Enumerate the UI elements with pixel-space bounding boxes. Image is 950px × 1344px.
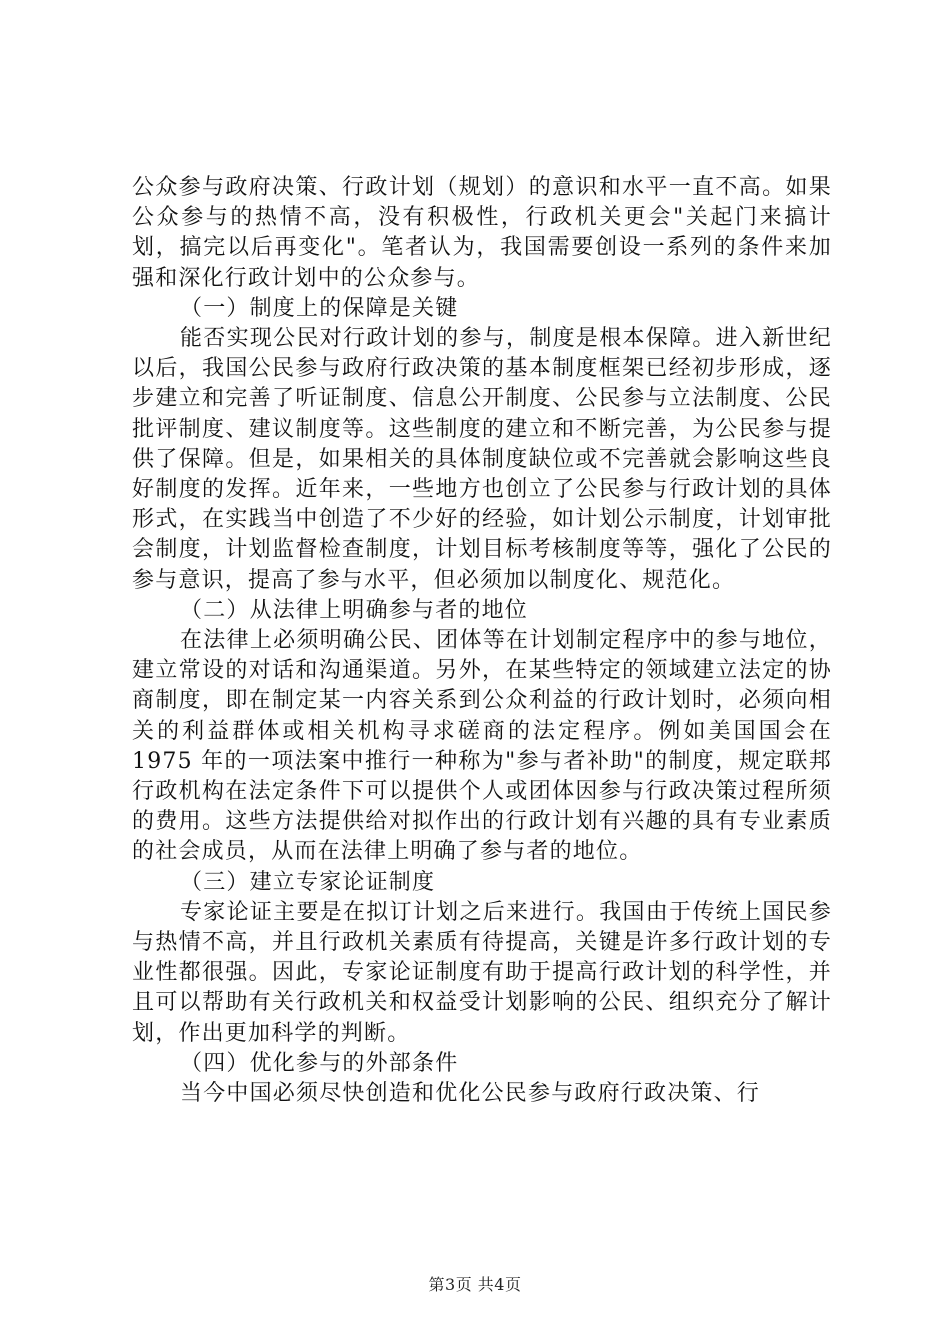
page-footer: 第3页 共4页 bbox=[428, 1275, 522, 1294]
document-body bbox=[132, 173, 832, 1109]
paragraph-legal-status: 在法律上必须明确公民、团体等在计划制定程序中的参与地位，建立常设的对话和沟通渠道。另外，在某些特定的领域建立法定的协商制度，即在制定某一内容关系到公众利益的行政计划时，必须向相关的利益群体或相关机构寻求磋商的法定程序。例如美国国会在 1975 年的一项法案中推行一种称为"参与者补助"的制度，规定联邦行政机构在法定条件下可以提供个人或团体因参与行政决策过程所须的费用。这些方法提供给对拟作出的行政计划有兴趣的具有专业素质的社会成员，从而在法律上明确了参与者的地位。 bbox=[132, 628, 832, 865]
section-heading-4: （四）优化参与的外部条件 bbox=[180, 1050, 459, 1076]
paragraph-continued: 公众参与政府决策、行政计划（规划）的意识和水平一直不高。如果公众参与的热情不高，没有积极性，行政机关更会"关起门来搞计划，搞完以后再变化"。笔者认为，我国需要创设一系列的条件来加强和深化行政计划中的公众参与。 bbox=[132, 175, 832, 291]
paragraph-expert-review: 专家论证主要是在拟订计划之后来进行。我国由于传统上国民参与热情不高，并且行政机关素质有待提高，关键是许多行政计划的专业性都很强。因此，专家论证制度有助于提高行政计划的科学性，并且可以帮助有关行政机关和权益受计划影响的公民、组织充分了解计划，作出更加科学的判断。 bbox=[132, 899, 832, 1046]
section-heading-3: （三）建立专家论证制度 bbox=[180, 869, 436, 895]
paragraph-external-conditions: 当今中国必须尽快创造和优化公民参与政府行政决策、行 bbox=[180, 1081, 761, 1107]
section-heading-1: （一）制度上的保障是关键 bbox=[180, 295, 459, 321]
section-heading-2: （二）从法律上明确参与者的地位 bbox=[180, 597, 529, 623]
paragraph-institutional-guarantee: 能否实现公民对行政计划的参与，制度是根本保障。进入新世纪以后，我国公民参与政府行政决策的基本制度框架已经初步形成，逐步建立和完善了听证制度、信息公开制度、公民参与立法制度、公民批评制度、建议制度等。这些制度的建立和不断完善，为公民参与提供了保障。但是，如果相关的具体制度缺位或不完善就会影响这些良好制度的发挥。近年来，一些地方也创立了公民参与行政计划的具体形式，在实践当中创造了不少好的经验，如计划公示制度，计划审批会制度，计划监督检查制度，计划目标考核制度等等，强化了公民的参与意识，提高了参与水平，但必须加以制度化、规范化。 bbox=[132, 326, 832, 593]
